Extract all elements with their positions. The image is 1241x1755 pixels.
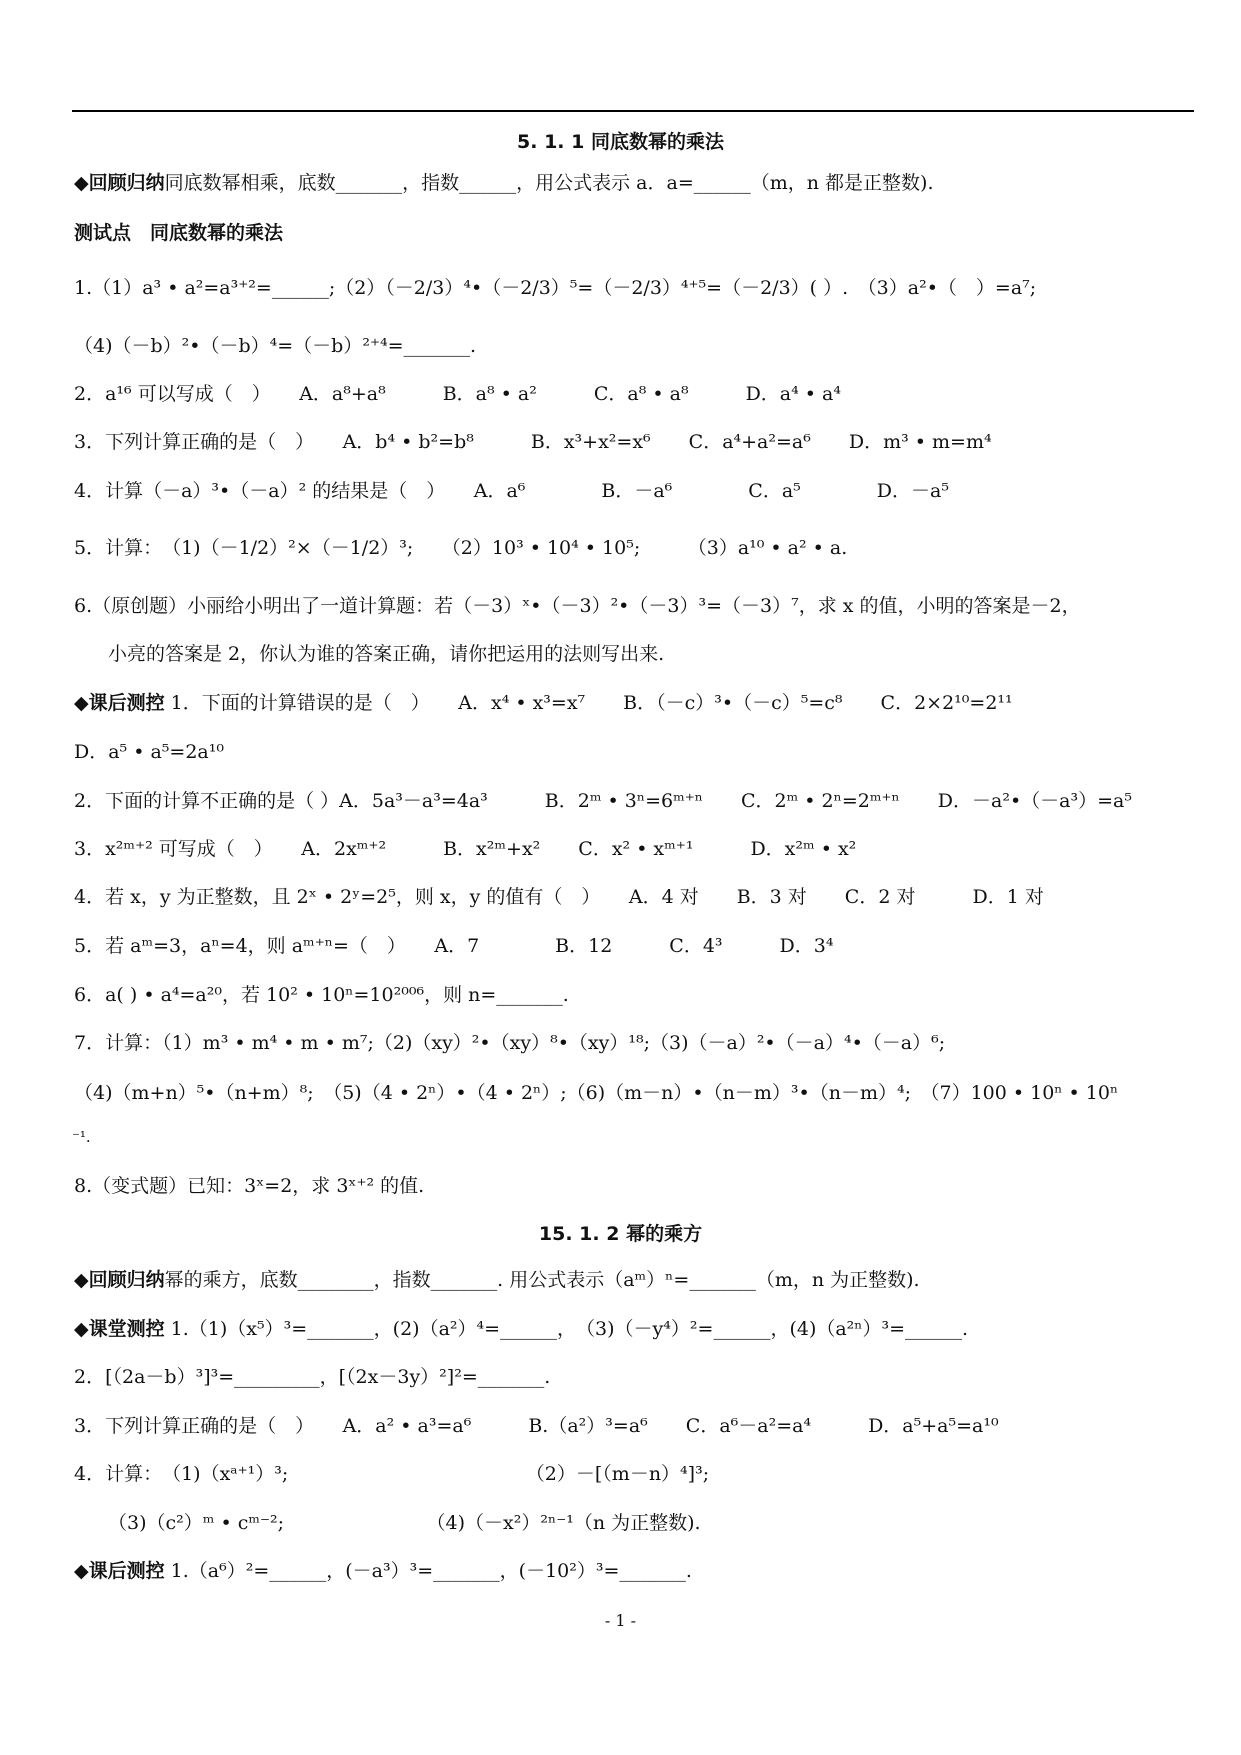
review-label: ◆回顾归纳 bbox=[74, 172, 165, 194]
after-class-q1 bbox=[74, 690, 1013, 716]
question-6a: 6.（原创题）小丽给小明出了一道计算题：若（－3）ˣ•（－3）²•（－3）³=（－3）⁷，求 x 的值，小明的答案是－2， bbox=[74, 595, 1081, 617]
after-q3: 3．x²ᵐ⁺² 可写成（ ） A．2xᵐ⁺² B．x²ᵐ+x² C．x² • xᵐ⁺¹ D．x²ᵐ • x² bbox=[74, 838, 857, 860]
class-q4b: （3)（c²）ᵐ • cᵐ⁻²; （4)（－x²）²ⁿ⁻¹（n 为正整数). bbox=[108, 1512, 701, 1534]
after-q6: 6．a( ) • a⁴=a²⁰，若 10² • 10ⁿ=10²⁰⁰⁶，则 n=_______. bbox=[74, 984, 569, 1006]
review-line-1 bbox=[74, 170, 934, 196]
question-1b: （4)（－b）²•（－b）⁴=（－b）²⁺⁴=_______. bbox=[74, 335, 477, 357]
after-q2: 2．下面的计算不正确的是（ ）A．5a³－a³=4a³ B．2ᵐ • 3ⁿ=6ᵐ⁺ⁿ C．2ᵐ • 2ⁿ=2ᵐ⁺ⁿ D．－a²•（－a³）=a⁵ bbox=[74, 790, 1132, 812]
after-q7c: ⁻¹. bbox=[72, 1128, 91, 1146]
review-label-2: ◆回顾归纳 bbox=[74, 1269, 165, 1291]
class-q3: 3．下列计算正确的是（ ） A．a² • a³=a⁶ B.（a²）³=a⁶ C．a⁶－a²=a⁴ D．a⁵+a⁵=a¹⁰ bbox=[74, 1415, 999, 1437]
after-class-2-q1-text: 1.（a⁶）²=______，(－a³）³=_______，(－10²）³=_______. bbox=[164, 1560, 692, 1582]
question-6b: 小亮的答案是 2，你认为谁的答案正确，请你把运用的法则写出来. bbox=[108, 643, 665, 665]
page-number: - 1 - bbox=[604, 1611, 637, 1630]
after-class-label: ◆课后测控 bbox=[74, 692, 165, 714]
after-class-2-q1 bbox=[74, 1558, 692, 1584]
after-q8: 8.（变式题）已知：3ˣ=2，求 3ˣ⁺² 的值. bbox=[74, 1175, 425, 1197]
class-q2: 2．[（2a－b）³]³=_________，[（2x－3y）²]²=_______. bbox=[74, 1366, 551, 1388]
review-text-2: 幂的乘方，底数________，指数_______. 用公式表示（aᵐ）ⁿ=_______（m，n 为正整数). bbox=[164, 1269, 920, 1291]
after-q7a: 7．计算：（1）m³ • m⁴ • m • m⁷;（2)（xy）²•（xy）⁸•（xy）¹⁸;（3)（－a）²•（－a）⁴•（－a）⁶; bbox=[74, 1032, 946, 1054]
after-q4: 4．若 x，y 为正整数，且 2ˣ • 2ʸ=2⁵，则 x，y 的值有（ ） A．4 对 B．3 对 C．2 对 D．1 对 bbox=[74, 886, 1044, 908]
class-label: ◆课堂测控 bbox=[74, 1318, 165, 1340]
question-4: 4．计算（－a）³•（－a）² 的结果是（ ） A．a⁶ B．－a⁶ C．a⁵ D．－a⁵ bbox=[74, 480, 949, 502]
header-rule bbox=[72, 110, 1194, 112]
after-q5: 5．若 aᵐ=3，aⁿ=4，则 aᵐ⁺ⁿ=（ ） A．7 B．12 C．4³ D．3⁴ bbox=[74, 935, 834, 957]
class-q1 bbox=[74, 1316, 968, 1342]
section-title-1: 5. 1. 1 同底数幂的乘法 bbox=[517, 131, 724, 153]
review-line-2 bbox=[74, 1267, 920, 1293]
after-q7b: （4)（m+n）⁵•（n+m）⁸; （5)（4 • 2ⁿ）•（4 • 2ⁿ）;（6)（m－n）•（n－m）³•（n－m）⁴; （7）100 • 10ⁿ • 10ⁿ bbox=[74, 1082, 1119, 1104]
question-5: 5．计算： （1)（－1/2）²×（－1/2）³; （2）10³ • 10⁴ • 10⁵; （3）a¹⁰ • a² • a. bbox=[74, 537, 848, 559]
question-1a: 1.（1）a³ • a²=a³⁺²=______;（2）（－2/3）⁴•（－2/3）⁵=（－2/3）⁴⁺⁵=（－2/3）( ）. （3）a²•（ ）=a⁷; bbox=[74, 277, 1037, 299]
after-q1-text: 1．下面的计算错误的是（ ） A．x⁴ • x³=x⁷ B．（－c）³•（－c）⁵=c⁸ C．2×2¹⁰=2¹¹ bbox=[164, 692, 1013, 714]
class-q1-text: 1.（1)（x⁵）³=_______，(2)（a²）⁴=______， （3)（－y⁴）²=______，(4)（a²ⁿ）³=______. bbox=[164, 1318, 969, 1340]
section-title-2: 15. 1. 2 幂的乘方 bbox=[538, 1223, 703, 1245]
testpoint-heading: 测试点 同底数幂的乘法 bbox=[74, 222, 284, 244]
review-text: 同底数幂相乘，底数_______，指数______，用公式表示 a．a=______（m，n 都是正整数). bbox=[164, 172, 934, 194]
question-2: 2．a¹⁶ 可以写成（ ） A．a⁸+a⁸ B．a⁸ • a² C．a⁸ • a⁸ D．a⁴ • a⁴ bbox=[74, 383, 841, 405]
question-3: 3．下列计算正确的是（ ） A．b⁴ • b²=b⁸ B．x³+x²=x⁶ C．a⁴+a²=a⁶ D．m³ • m=m⁴ bbox=[74, 431, 992, 453]
class-q4a: 4．计算： （1)（xᵃ⁺¹）³; （2）－[（m－n）⁴]³; bbox=[74, 1463, 710, 1485]
after-class-label-2: ◆课后测控 bbox=[74, 1560, 165, 1582]
after-q1-option-d: D．a⁵ • a⁵=2a¹⁰ bbox=[74, 741, 224, 763]
